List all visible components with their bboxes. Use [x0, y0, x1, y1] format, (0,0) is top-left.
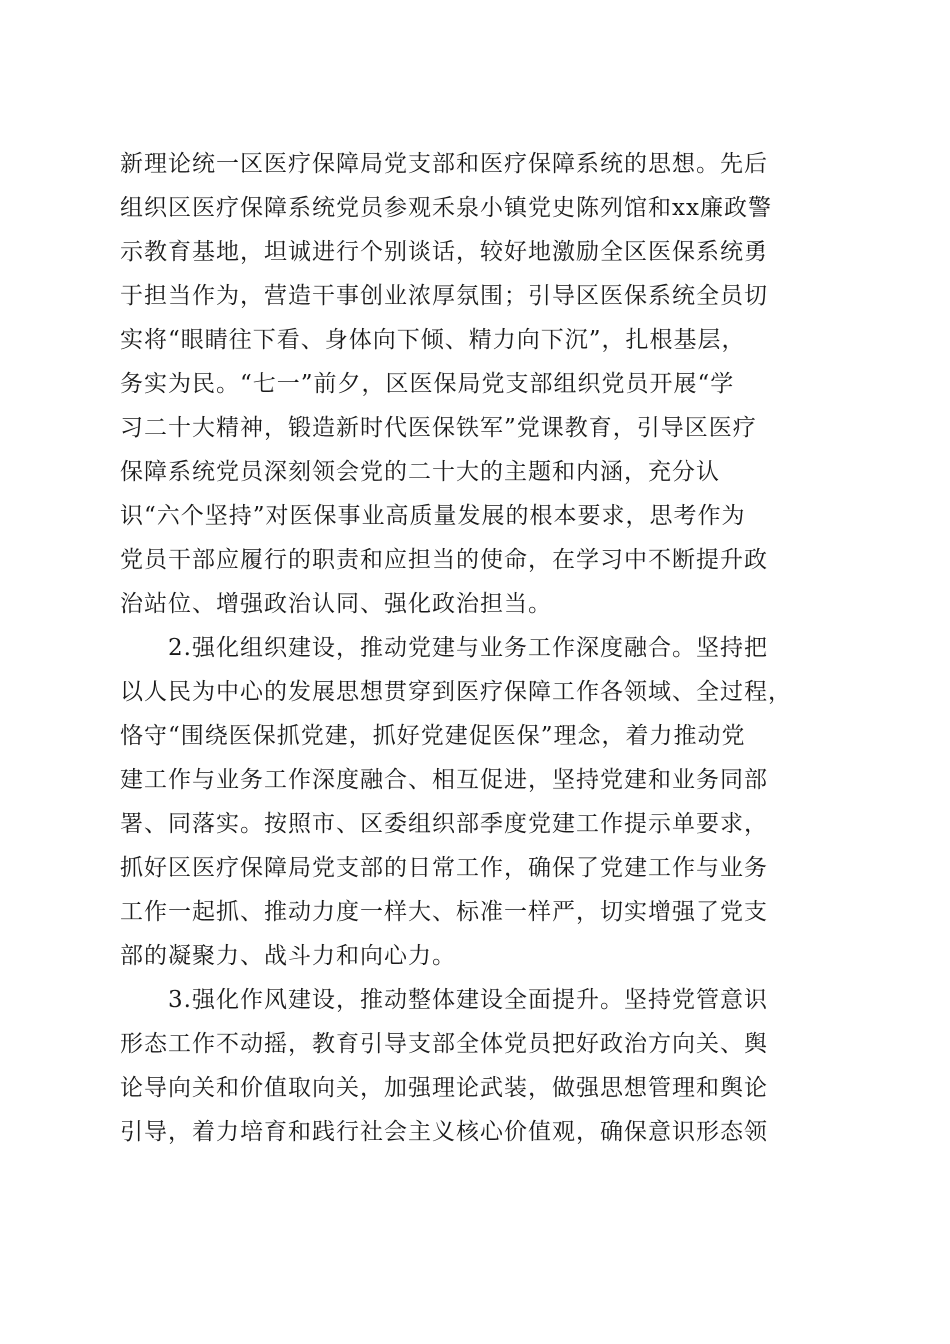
text-line: 于担当作为，营造干事创业浓厚氛围；引导区医保系统全员切 [120, 283, 768, 309]
text-line: 识“六个坚持”对医保事业高质量发展的根本要求，思考作为 [120, 503, 746, 529]
paragraph-3-first-line: 3.强化作风建设，推动整体建设全面提升。坚持党管意识 [168, 987, 768, 1013]
text-line: 实将“眼睛往下看、身体向下倾、精力向下沉”，扎根基层， [120, 327, 746, 353]
text-line: 引导，着力培育和践行社会主义核心价值观，确保意识形态领 [120, 1119, 768, 1145]
text-line: 署、同落实。按照市、区委组织部季度党建工作提示单要求， [120, 811, 768, 837]
text-line: 治站位、增强政治认同、强化政治担当。 [120, 591, 552, 617]
text-line: 示教育基地，坦诚进行个别谈话，较好地激励全区医保系统勇 [120, 239, 768, 265]
text-line: 部的凝聚力、战斗力和向心力。 [120, 943, 456, 969]
text-line: 论导向关和价值取向关，加强理论武装，做强思想管理和舆论 [120, 1075, 768, 1101]
document-body [120, 142, 830, 1154]
text-line: 党员干部应履行的职责和应担当的使命，在学习中不断提升政 [120, 547, 768, 573]
text-line: 建工作与业务工作深度融合、相互促进，坚持党建和业务同部 [120, 767, 768, 793]
paragraph-2-first-line: 2.强化组织建设，推动党建与业务工作深度融合。坚持把 [168, 635, 768, 661]
text-line: 习二十大精神，锻造新时代医保铁军”党课教育，引导区医疗 [120, 415, 757, 441]
text-line: 恪守“围绕医保抓党建，抓好党建促医保”理念，着力推动党 [120, 723, 746, 749]
text-line: 新理论统一区医疗保障局党支部和医疗保障系统的思想。先后 [120, 151, 768, 177]
text-line: 组织区医疗保障系统党员参观禾泉小镇党史陈列馆和xx廉政警 [120, 195, 772, 221]
text-line: 务实为民。“七一”前夕，区医保局党支部组织党员开展“学 [120, 371, 735, 397]
text-line: 工作一起抓、推动力度一样大、标准一样严，切实增强了党支 [120, 899, 768, 925]
text-line: 抓好区医疗保障局党支部的日常工作，确保了党建工作与业务 [120, 855, 768, 881]
text-line: 形态工作不动摇，教育引导支部全体党员把好政治方向关、舆 [120, 1031, 768, 1057]
text-line: 以人民为中心的发展思想贯穿到医疗保障工作各领域、全过程， [120, 679, 792, 705]
text-line: 保障系统党员深刻领会党的二十大的主题和内涵，充分认 [120, 459, 720, 485]
